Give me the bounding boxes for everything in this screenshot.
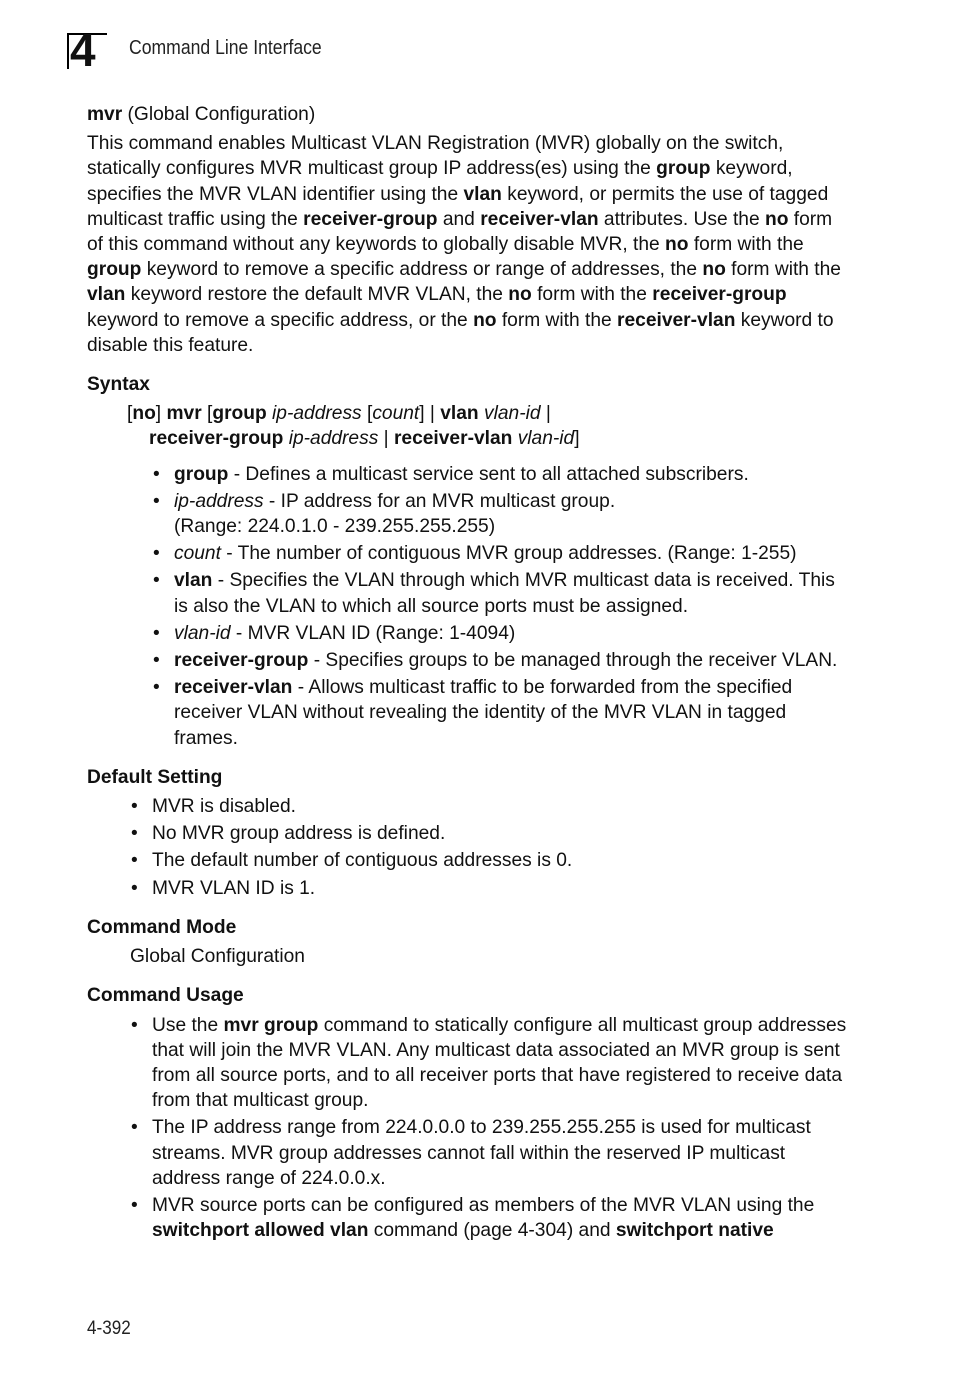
bold-keyword: receiver-vlan xyxy=(174,677,293,699)
chapter-marker xyxy=(67,24,111,76)
list-item xyxy=(131,1013,847,1114)
bold-keyword: no xyxy=(132,403,156,425)
chapter-rule-vertical xyxy=(67,33,69,69)
default-setting-list xyxy=(131,794,847,901)
list-item-text xyxy=(174,650,837,671)
list-item-text xyxy=(174,570,835,616)
command-usage-list xyxy=(131,1013,847,1244)
bold-keyword: receiver-group xyxy=(303,208,438,230)
page-body xyxy=(87,102,847,1245)
command-mode-heading: Command Mode xyxy=(87,916,237,938)
text-run: - MVR VLAN ID (Range: 1-4094) xyxy=(230,622,516,644)
text-run: - Specifies the VLAN through which MVR multicast data is received. This is also the VLAN to which all source ports must be assigned. xyxy=(174,570,835,617)
bullet-icon: • xyxy=(131,877,138,899)
list-item xyxy=(131,1115,847,1191)
text-run: [ xyxy=(201,403,213,425)
bullet-icon: • xyxy=(131,823,138,845)
bold-keyword: no xyxy=(508,284,532,306)
list-item-text xyxy=(174,543,797,564)
bold-keyword: switchport native xyxy=(615,1220,774,1242)
list-item xyxy=(153,462,847,487)
bold-keyword: mvr xyxy=(166,403,202,425)
default-setting-heading: Default Setting xyxy=(87,766,223,788)
list-item-text: No MVR group address is defined. xyxy=(152,823,446,845)
list-item-text xyxy=(174,491,615,537)
text-run: form with the xyxy=(531,284,653,306)
command-description xyxy=(87,131,847,358)
text-run: - Defines a multicast service sent to all attached subscribers. xyxy=(228,463,749,485)
bullet-icon: • xyxy=(153,622,160,644)
bold-keyword: vlan xyxy=(440,403,479,425)
page-number: 4-392 xyxy=(87,1318,131,1339)
text-run: attributes. Use the xyxy=(598,208,765,230)
bullet-icon: • xyxy=(153,570,160,592)
bullet-icon: • xyxy=(153,463,160,485)
bold-keyword: receiver-group xyxy=(149,428,284,450)
text-run: The IP address range from 224.0.0.0 to 239.255.255.255 is used for multicast streams. MVR group addresses cannot fall within the reserved IP multicast address range of 224.0.0.x. xyxy=(152,1117,811,1189)
bold-keyword: switchport allowed vlan xyxy=(152,1220,369,1242)
italic-argument: vlan-id xyxy=(517,428,575,450)
chapter-number: 4 xyxy=(70,24,96,76)
bullet-icon: • xyxy=(153,650,160,672)
command-context: (Global Configuration) xyxy=(122,104,316,125)
bold-keyword: no xyxy=(702,259,726,281)
list-item xyxy=(153,621,847,646)
text-run: keyword restore the default MVR VLAN, the xyxy=(125,284,509,306)
command-mode-value: Global Configuration xyxy=(130,946,305,968)
italic-argument: count xyxy=(174,543,221,565)
bold-keyword: receiver-group xyxy=(174,650,309,672)
list-item xyxy=(153,568,847,618)
list-item-text: MVR is disabled. xyxy=(152,796,296,818)
text-run: ] xyxy=(155,403,167,425)
text-run: form with the xyxy=(496,309,618,331)
bullet-icon: • xyxy=(153,677,160,699)
bold-keyword: no xyxy=(473,309,497,331)
syntax-block xyxy=(127,401,847,451)
text-run: | xyxy=(540,403,551,425)
list-item xyxy=(131,794,847,819)
text-run: - Specifies groups to be managed through the receiver VLAN. xyxy=(308,650,838,672)
text-run: keyword, or permits the use of tagged multicast traffic using the xyxy=(87,183,829,230)
bold-keyword: no xyxy=(665,234,689,256)
list-item-text: MVR VLAN ID is 1. xyxy=(152,877,316,899)
text-run: and xyxy=(437,208,481,230)
running-header: Command Line Interface xyxy=(129,37,322,59)
bold-keyword: receiver-group xyxy=(652,284,787,306)
bold-keyword: vlan xyxy=(463,183,502,205)
bold-keyword: receiver-vlan xyxy=(617,309,736,331)
bold-keyword: group xyxy=(174,463,229,485)
syntax-line-1 xyxy=(127,401,847,426)
bullet-icon: • xyxy=(153,543,160,565)
list-item xyxy=(131,1193,847,1243)
bold-keyword: no xyxy=(764,208,789,230)
italic-argument: count xyxy=(372,403,420,425)
text-run: [ xyxy=(127,403,133,425)
list-item-text xyxy=(152,1195,814,1241)
text-run: Use the xyxy=(152,1014,224,1036)
bold-keyword: group xyxy=(656,158,711,180)
syntax-heading: Syntax xyxy=(87,374,150,396)
syntax-parameter-list xyxy=(153,462,847,751)
bullet-icon: • xyxy=(153,490,160,512)
list-item xyxy=(131,848,847,873)
list-item-text: The default number of contiguous addresses is 0. xyxy=(152,850,573,872)
text-run: - IP address for an MVR multicast group. xyxy=(263,490,616,512)
text-run: MVR source ports can be configured as members of the MVR VLAN using the xyxy=(152,1194,815,1216)
italic-argument: ip-address xyxy=(272,403,362,425)
text-run: This command enables Multicast VLAN Registration (MVR) globally on the switch, statically configures MVR multicast group IP address(es) using the xyxy=(87,133,784,180)
text-run: - Allows multicast traffic to be forwarded from the specified receiver VLAN without revealing the identity of the MVR VLAN in tagged frames. xyxy=(174,677,793,749)
text-run: command to statically configure all multicast group addresses that will join the MVR VLAN. Any multicast data associated an MVR group is sent from all source ports, and to all receiver ports that have registered to receive data from that multicast group. xyxy=(152,1014,847,1112)
text-run: command (page 4-304) and xyxy=(368,1220,616,1242)
syntax-line-2 xyxy=(127,426,847,451)
bullet-icon: • xyxy=(131,1014,138,1036)
text-run: keyword to remove a specific address or range of addresses, the xyxy=(141,259,703,281)
list-item-text xyxy=(174,464,749,485)
text-run: | xyxy=(378,428,394,450)
list-item xyxy=(153,541,847,566)
text-run: (Range: 224.0.1.0 - 239.255.255.255) xyxy=(174,516,496,538)
text-run: keyword, specifies the MVR VLAN identifier using the xyxy=(87,158,793,205)
command-name: mvr xyxy=(87,104,123,125)
bullet-icon: • xyxy=(131,796,138,818)
list-item xyxy=(153,675,847,751)
bold-keyword: vlan xyxy=(174,570,213,592)
text-run: form with the xyxy=(725,259,841,281)
list-item-text xyxy=(152,1015,846,1112)
bold-keyword: mvr group xyxy=(223,1014,319,1036)
italic-argument: ip-address xyxy=(174,490,264,512)
italic-argument: vlan-id xyxy=(174,622,231,644)
bullet-icon: • xyxy=(131,850,138,872)
command-title xyxy=(87,102,847,127)
text-run: - The number of contiguous MVR group addresses. (Range: 1-255) xyxy=(220,543,797,565)
text-run: form with the xyxy=(688,234,804,256)
bullet-icon: • xyxy=(131,1117,138,1139)
list-item xyxy=(153,648,847,673)
bullet-icon: • xyxy=(131,1194,138,1216)
list-item xyxy=(131,821,847,846)
list-item-text xyxy=(174,623,515,644)
text-run: keyword to remove a specific address, or the xyxy=(87,309,474,331)
bold-keyword: group xyxy=(212,403,267,425)
text-run: ] xyxy=(574,428,580,450)
list-item xyxy=(153,489,847,539)
bold-keyword: vlan xyxy=(87,284,126,306)
list-item-text xyxy=(174,677,792,748)
text-run: keyword to disable this feature. xyxy=(87,309,834,356)
bold-keyword: receiver-vlan xyxy=(480,208,599,230)
command-usage-heading: Command Usage xyxy=(87,985,244,1007)
list-item-text xyxy=(152,1117,811,1188)
list-item xyxy=(131,876,847,901)
italic-argument: ip-address xyxy=(288,428,379,450)
bold-keyword: group xyxy=(87,259,142,281)
bold-keyword: receiver-vlan xyxy=(393,428,513,450)
text-run: form of this command without any keywords to globally disable MVR, the xyxy=(87,208,833,256)
italic-argument: vlan-id xyxy=(484,403,541,425)
text-run: [ xyxy=(361,403,373,425)
text-run: ] | xyxy=(419,403,441,425)
